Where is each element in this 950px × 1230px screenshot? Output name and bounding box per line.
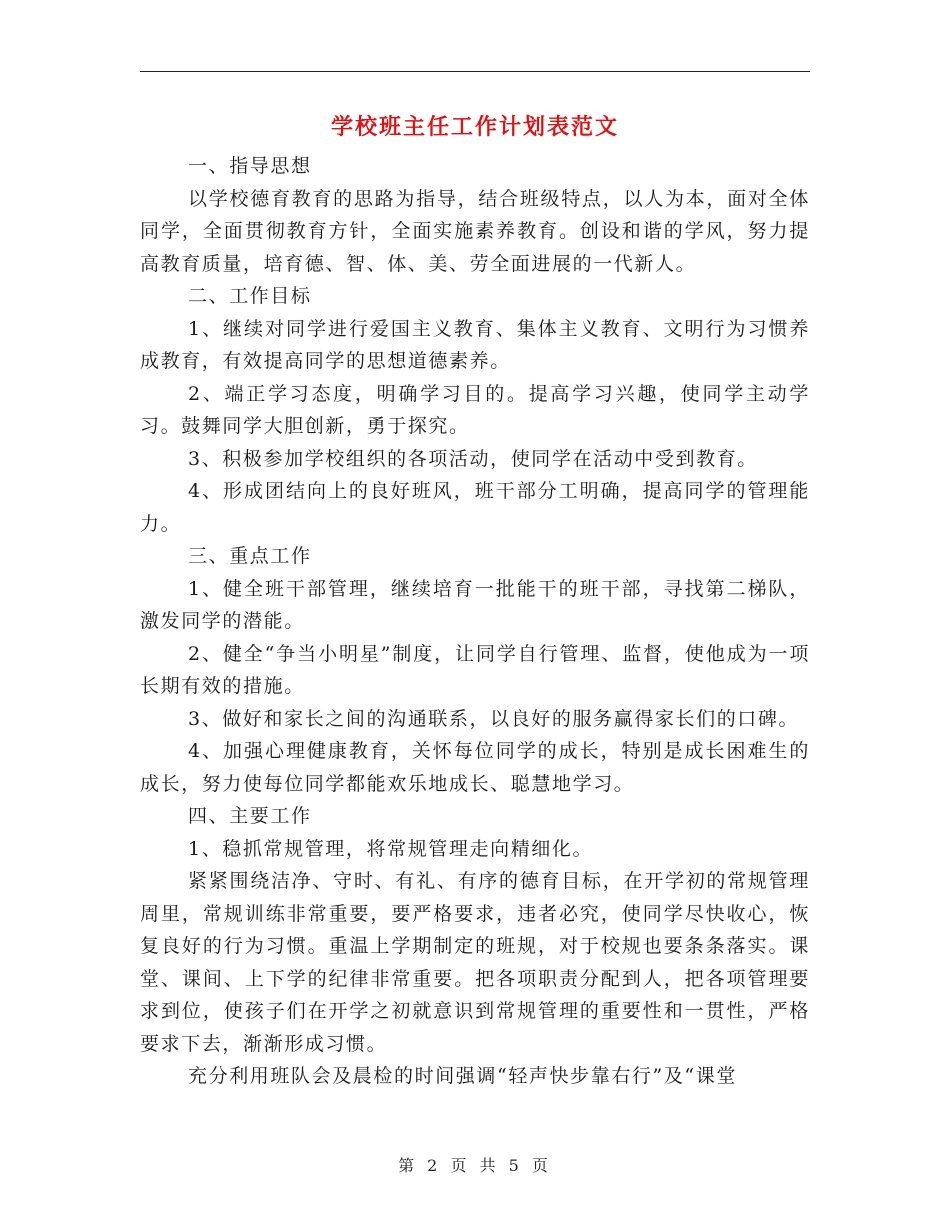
heading-work-goals: 二、工作目标 [188, 285, 312, 307]
paragraph: 以学校德育教育的思路为指导，结合班级特点，以人为本，面对全体同学，全面贯彻教育方针，全面实施素养教育。创设和谐的学风，努力提高教育质量，培育德、智、体、美、劳全面进展的一代新人。 [140, 187, 810, 275]
list-item: 4、加强心理健康教育，关怀每位同学的成长，特别是成长困难生的成长，努力使每位同学都能欢乐地成长、聪慧地学习。 [140, 740, 810, 795]
list-item: 3、做好和家长之间的沟通联系，以良好的服务赢得家长们的口碑。 [188, 707, 800, 730]
heading-main-work: 四、主要工作 [188, 805, 312, 827]
paragraph: 充分利用班队会及晨检的时间强调“轻声快步靠右行”及“课堂 [188, 1065, 737, 1087]
list-item: 1、稳抓常规管理，将常规管理走向精细化。 [188, 837, 594, 860]
list-item: 1、健全班干部管理，继续培育一批能干的班干部，寻找第二梯队，激发同学的潜能。 [140, 577, 810, 632]
list-item: 2、端正学习态度，明确学习目的。提高学习兴趣，使同学主动学习。鼓舞同学大胆创新，勇于探究。 [140, 382, 810, 437]
document-title: 学校班主任工作计划表范文 [330, 115, 619, 140]
list-item: 3、积极参加学校组织的各项活动，使同学在活动中受到教育。 [188, 447, 758, 470]
page-number: 第 2 页 共 5 页 [398, 1156, 552, 1175]
document-body [140, 150, 810, 1093]
heading-key-work: 三、重点工作 [188, 545, 312, 567]
header-rule [140, 71, 810, 72]
list-item: 4、形成团结向上的良好班风，班干部分工明确，提高同学的管理能力。 [140, 480, 810, 535]
paragraph: 紧紧围绕洁净、守时、有礼、有序的德育目标，在开学初的常规管理周里，常规训练非常重要，要严格要求，违者必究，使同学尽快收心，恢复良好的行为习惯。重温上学期制定的班规，对于校规也要条条落实。课堂、课间、上下学的纪律非常重要。把各项职责分配到人，把各项管理要求到位，使孩子们在开学之初就意识到常规管理的重要性和一贯性，严格要求下去，渐渐形成习惯。 [140, 870, 810, 1055]
heading-guiding-ideology: 一、指导思想 [188, 155, 312, 177]
list-item: 2、健全“争当小明星”制度，让同学自行管理、监督，使他成为一项长期有效的措施。 [140, 642, 810, 697]
list-item: 1、继续对同学进行爱国主义教育、集体主义教育、文明行为习惯养成教育，有效提高同学的思想道德素养。 [140, 317, 810, 372]
